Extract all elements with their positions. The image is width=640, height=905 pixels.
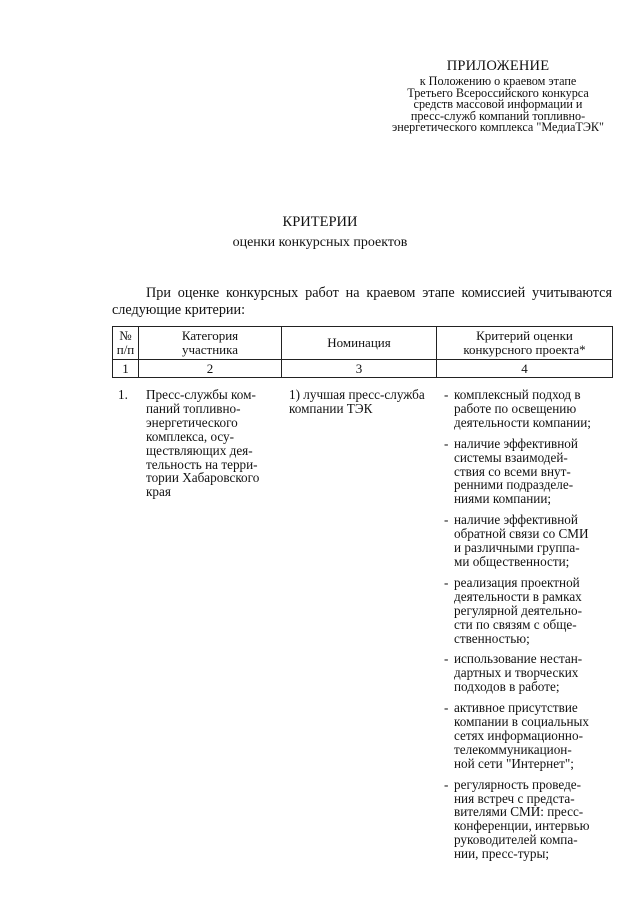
text-line: наличие эффективной (454, 512, 578, 528)
text-line: использование нестан- (454, 651, 583, 667)
column-number: 2 (139, 360, 282, 378)
criterion-item (444, 437, 614, 507)
header-number (113, 327, 139, 360)
column-number: 4 (437, 360, 613, 378)
text-line: ственностью; (454, 630, 530, 646)
text-line: вителями СМИ: пресс- (454, 804, 584, 820)
text-line: обратной связи со СМИ (454, 526, 589, 542)
dash-marker: - (444, 700, 449, 716)
text-line: дартных и творческих (454, 665, 579, 681)
criterion-item (444, 701, 614, 771)
dash-marker: - (444, 387, 449, 402)
text-line: компании в социальных (454, 714, 589, 730)
header-category (139, 327, 282, 360)
text-line: сетях информационно- (454, 727, 583, 743)
text-line: ствия со всеми внут- (454, 463, 571, 479)
text-line: компании ТЭК (289, 400, 373, 416)
row-nomination (289, 388, 439, 416)
header-text: участника (181, 342, 239, 357)
text-line: сти по связям с обще- (454, 616, 577, 632)
text-line: телекоммуникацион- (454, 741, 572, 757)
text-line: регулярной деятельно- (454, 602, 582, 618)
criterion-item (444, 576, 614, 646)
text-line: реализация проектной (454, 574, 580, 590)
criterion-item (444, 513, 614, 569)
appendix-line: пресс-служб компаний топливно- (410, 108, 586, 123)
text-line: ренними подразделе- (454, 477, 574, 493)
header-text: Номинация (327, 335, 391, 350)
criterion-item (444, 652, 614, 694)
row-number: 1. (118, 387, 128, 402)
text-line: комплекса, осу- (146, 428, 235, 444)
text-line: работе по освещению (454, 400, 577, 416)
dash-marker: - (444, 651, 449, 667)
text-line: тории Хабаровского (146, 470, 260, 486)
page-subtitle: оценки конкурсных проектов (232, 235, 408, 250)
text-line: регулярность проведе- (454, 776, 582, 792)
text-line: деятельности компании; (454, 414, 591, 430)
header-text: Категория (181, 328, 239, 343)
text-line: Пресс-службы ком- (146, 387, 256, 402)
header-text: Критерий оценки (476, 328, 573, 343)
dash-marker: - (444, 435, 449, 451)
text-line: 1) лучшая пресс-служба (289, 387, 425, 402)
header-text: конкурсного проекта* (463, 342, 586, 357)
column-number: 1 (113, 360, 139, 378)
appendix-block (372, 58, 624, 134)
text-line: ния встреч с предста- (454, 790, 575, 806)
criterion-item (444, 778, 614, 861)
text-line: ми общественности; (454, 553, 570, 569)
criteria-table (112, 326, 613, 378)
header-criteria (437, 327, 613, 360)
table-header-row (113, 327, 613, 360)
page-title: КРИТЕРИИ (282, 214, 358, 230)
text-line: конференции, интервью (454, 818, 590, 834)
text-line: ществляющих дея- (146, 442, 253, 458)
intro-line-2: следующие критерии: (112, 302, 246, 318)
appendix-line: к Положению о краевом этапе (419, 74, 577, 88)
text-line: тельность на терри- (146, 456, 258, 472)
intro-paragraph (112, 285, 612, 319)
text-line: активное присутствие (454, 700, 578, 716)
header-nomination (282, 327, 437, 360)
appendix-heading: ПРИЛОЖЕНИЕ (446, 58, 550, 74)
text-line: и различными группа- (454, 540, 580, 556)
dash-marker: - (444, 776, 449, 792)
text-line: деятельности в рамках (454, 588, 582, 604)
text-line: края (146, 484, 171, 500)
appendix-line: средств массовой информации и (413, 97, 583, 112)
intro-line-1: При оценке конкурсных работ на краевом этапе комиссией учитываются (146, 285, 612, 301)
dash-marker: - (444, 574, 449, 590)
row-criteria (444, 388, 614, 868)
text-line: подходов в работе; (454, 679, 560, 695)
appendix-line: Третьего Всероссийского конкурса (407, 85, 589, 100)
table-numbering-row (113, 360, 613, 378)
text-line: паний топливно- (146, 400, 241, 416)
text-line: ниями компании; (454, 491, 552, 507)
dash-marker: - (444, 512, 449, 528)
column-number: 3 (282, 360, 437, 378)
text-line: наличие эффективной (454, 435, 578, 451)
text-line: руководителей компа- (454, 832, 578, 848)
appendix-line: энергетического комплекса "МедиаТЭК" (392, 120, 604, 135)
text-line: нии, пресс-туры; (454, 846, 549, 862)
row-category (146, 388, 284, 499)
criterion-item (444, 388, 614, 430)
header-text: п/п (116, 342, 135, 357)
text-line: энергетического (146, 414, 238, 430)
text-line: системы взаимодей- (454, 449, 568, 465)
text-line: комплексный подход в (454, 387, 581, 402)
header-text: № (119, 328, 132, 343)
text-line: ной сети "Интернет"; (454, 755, 574, 771)
